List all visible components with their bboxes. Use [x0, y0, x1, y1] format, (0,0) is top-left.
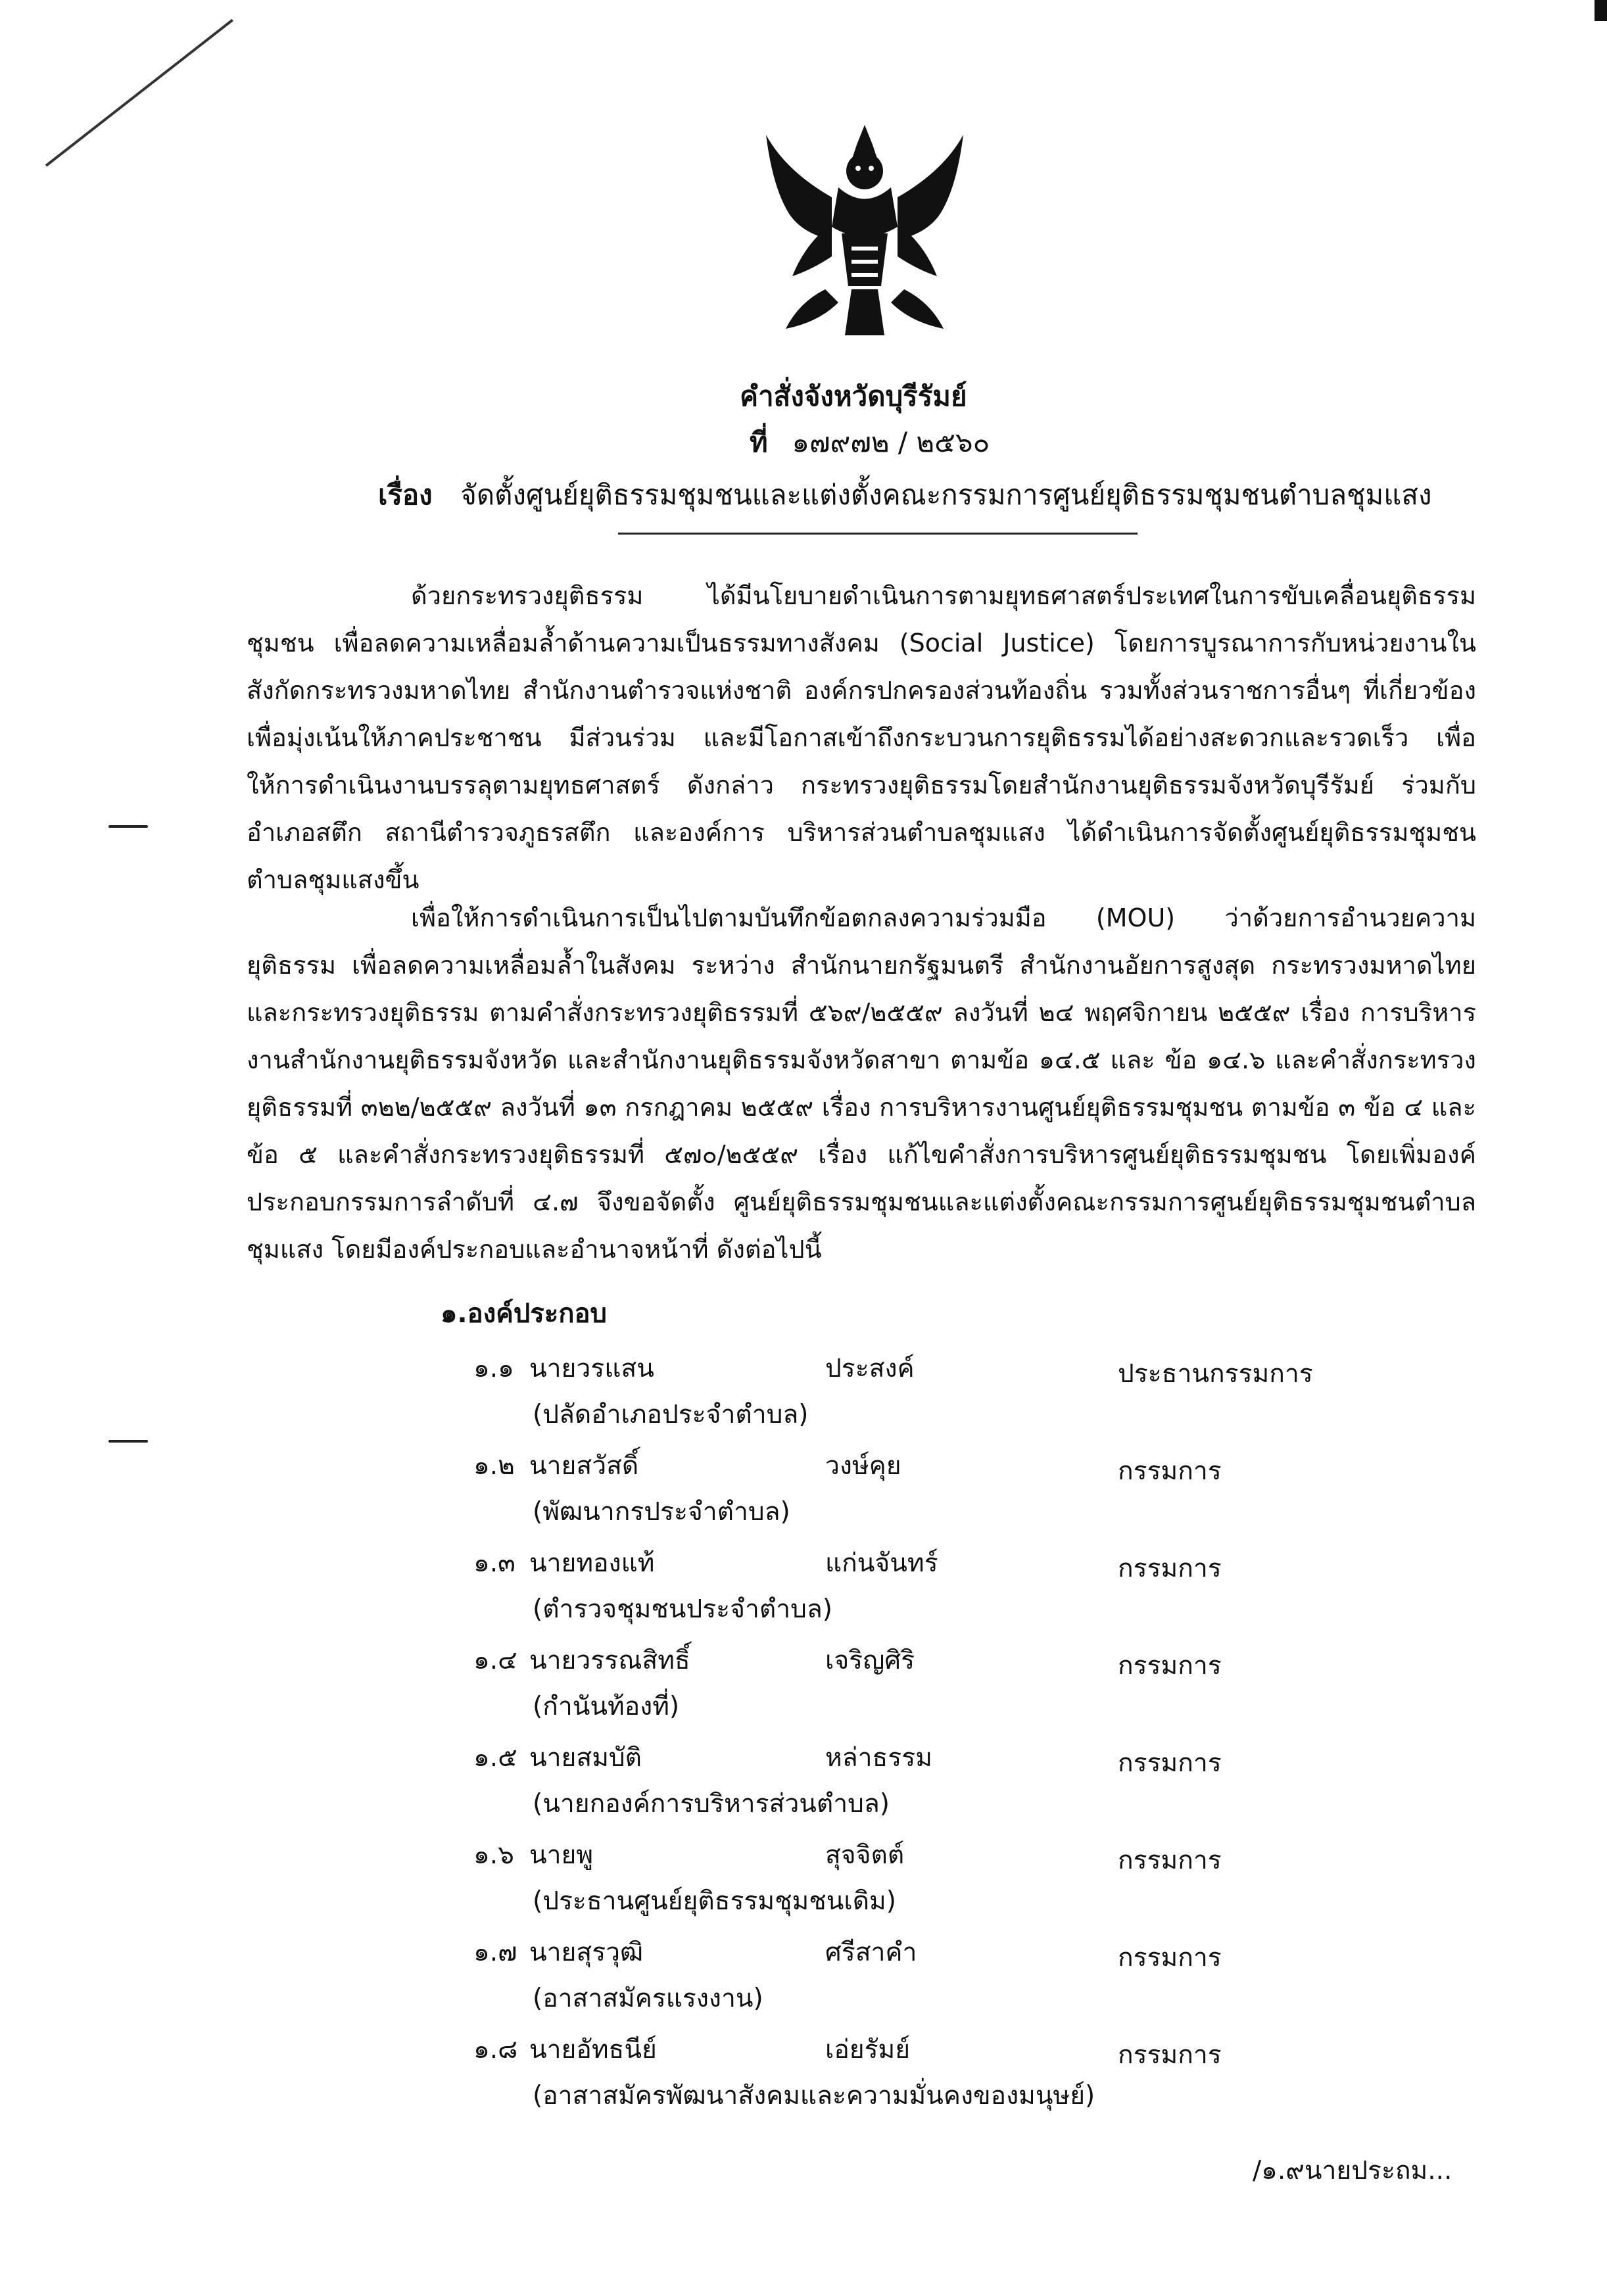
member-number: ๑.๘ [473, 2035, 518, 2065]
member-number: ๑.๖ [473, 1840, 514, 1870]
subject-text: จัดตั้งศูนย์ยุติธรรมชุมชนและแต่งตั้งคณะกรรมการศูนย์ยุติธรรมชุมชนตำบลชุมแสง [460, 479, 1432, 511]
member-last-name: วงษ์คุย [825, 1451, 901, 1481]
member-first-name: นายทองแท้ [529, 1548, 655, 1578]
member-last-name: เอ่ยรัมย์ [825, 2035, 911, 2065]
continuation-note: /๑.๙นายประถม... [1253, 2156, 1452, 2186]
subject-row [378, 473, 1431, 517]
paragraph-1: ด้วยกระทรวงยุติธรรม ได้มีนโยบายดำเนินการตามยุทธศาสตร์ประเทศในการขับเคลื่อนยุติธรรมชุมชน เพื่อลดความเหลื่อมล้ำด้านความเป็นธรรมทางสังคม (Social Justice) โดยการบูรณาการกับหน่วยงานในสังกัดกระทรวงมหาดไทย สำนักงานตำรวจแห่งชาติ องค์กรปกครองส่วนท้องถิ่น รวมทั้งส่วนราชการอื่นๆ ที่เกี่ยวข้อง เพื่อมุ่งเน้นให้ภาคประชาชน มีส่วนร่วม และมีโอกาสเข้าถึงกระบวนการยุติธรรมได้อย่างสะดวกและรวดเร็ว เพื่อให้การดำเนินงานบรรลุตามยุทธศาสตร์ ดังกล่าว กระทรวงยุติธรรมโดยสำนักงานยุติธรรมจังหวัดบุรีรัมย์ ร่วมกับอำเภอสตึก สถานีตำรวจภูธรสตึก และองค์การ บริหารส่วนตำบลชุมแสง ได้ดำเนินการจัดตั้งศูนย์ยุติธรรมชุมชนตำบลชุมแสงขึ้น [247, 581, 1476, 894]
member-last-name: ศรีสาคำ [825, 1938, 917, 1967]
member-first-name: นายวรแสน [529, 1354, 654, 1383]
member-row [473, 1543, 1427, 1635]
member-position: (อาสาสมัครแรงงาน) [533, 1984, 763, 2013]
scan-corner-mark [1595, 0, 1607, 21]
member-last-name: หล่าธรรม [825, 1743, 932, 1773]
member-last-name: ประสงค์ [825, 1354, 915, 1383]
member-first-name: นายสุรวุฒิ [529, 1938, 644, 1967]
member-role: กรรมการ [1118, 2040, 1222, 2070]
member-position: (ปลัดอำเภอประจำตำบล) [533, 1400, 809, 1429]
member-last-name: เจริญศิริ [825, 1646, 915, 1675]
member-number: ๑.๗ [473, 1938, 517, 1967]
member-first-name: นายพู [529, 1840, 594, 1870]
member-number: ๑.๓ [473, 1548, 516, 1578]
scan-tick-mark [108, 825, 148, 828]
member-row [473, 1445, 1427, 1537]
member-role: กรรมการ [1118, 1554, 1222, 1583]
member-row [473, 1932, 1427, 2024]
garuda-emblem-icon [759, 125, 970, 342]
member-first-name: นายสวัสดิ์ [529, 1451, 639, 1481]
member-position: (ประธานศูนย์ยุติธรรมชุมชนเดิม) [533, 1886, 896, 1916]
member-position: (นายกองค์การบริหารส่วนตำบล) [533, 1789, 890, 1819]
member-number: ๑.๑ [473, 1354, 514, 1383]
member-number: ๑.๕ [473, 1743, 517, 1773]
member-row [473, 1348, 1427, 1440]
member-row [473, 1834, 1427, 1926]
member-role: กรรมการ [1118, 1943, 1222, 1973]
member-role: ประธานกรรมการ [1118, 1359, 1313, 1389]
member-position: (ตำรวจชุมชนประจำตำบล) [533, 1594, 832, 1624]
member-position: (พัฒนากรประจำตำบล) [533, 1497, 790, 1527]
member-first-name: นายอัทธนีย์ [529, 2035, 657, 2065]
member-role: กรรมการ [1118, 1846, 1222, 1875]
number-prefix: ที่ [750, 426, 768, 458]
member-role: กรรมการ [1118, 1456, 1222, 1486]
member-last-name: แก่นจันทร์ [825, 1548, 938, 1578]
member-role: กรรมการ [1118, 1651, 1222, 1681]
member-first-name: นายสมบัติ [529, 1743, 642, 1773]
document-title: คำสั่งจังหวัดบุรีรัมย์ [740, 380, 967, 412]
document-number: ๑๗๙๗๒ / ๒๕๖๐ [792, 426, 990, 458]
member-position: (กำนันท้องที่) [533, 1692, 680, 1721]
member-role: กรรมการ [1118, 1748, 1222, 1778]
header-divider [618, 533, 1138, 535]
member-row [473, 1737, 1427, 1829]
member-row [473, 2029, 1427, 2121]
member-last-name: สุจจิตต์ [825, 1840, 905, 1870]
member-row [473, 1640, 1427, 1732]
member-position: (อาสาสมัครพัฒนาสังคมและความมั่นคงของมนุษย์) [533, 2081, 1095, 2111]
member-number: ๑.๔ [473, 1646, 517, 1675]
paragraph-2: เพื่อให้การดำเนินการเป็นไปตามบันทึกข้อตกลงความร่วมมือ (MOU) ว่าด้วยการอำนวยความยุติธรรม เพื่อลดความเหลื่อมล้ำในสังคม ระหว่าง สำนักนายกรัฐมนตรี สำนักงานอัยการสูงสุด กระทรวงมหาดไทย และกระทรวงยุติธรรม ตามคำสั่งกระทรวงยุติธรรมที่ ๕๖๙/๒๕๕๙ ลงวันที่ ๒๔ พฤศจิกายน ๒๕๕๙ เรื่อง การบริหารงานสำนักงานยุติธรรมจังหวัด และสำนักงานยุติธรรมจังหวัดสาขา ตามข้อ ๑๔.๕ และ ข้อ ๑๔.๖ และคำสั่งกระทรวงยุติธรรมที่ ๓๒๒/๒๕๕๙ ลงวันที่ ๑๓ กรกฎาคม ๒๕๕๙ เรื่อง การบริหารงานศูนย์ยุติธรรมชุมชน ตามข้อ ๓ ข้อ ๔ และ ข้อ ๕ และคำสั่งกระทรวงยุติธรรมที่ ๕๗๐/๒๕๕๙ เรื่อง แก้ไขคำสั่งการบริหารศูนย์ยุติธรรมชุมชน โดยเพิ่มองค์ประกอบกรรมการลำดับที่ ๔.๗ จึงขอจัดตั้ง ศูนย์ยุติธรรมชุมชนและแต่งตั้งคณะกรรมการศูนย์ยุติธรรมชุมชนตำบลชุมแสง โดยมีองค์ประกอบและอำนาจหน้าที่ ดังต่อไปนี้ [247, 903, 1476, 1264]
subject-label: เรื่อง [378, 479, 433, 511]
document-number-row [750, 421, 990, 464]
member-number: ๑.๒ [473, 1451, 515, 1481]
scan-streak [45, 19, 233, 167]
member-first-name: นายวรรณสิทธิ์ [529, 1646, 690, 1675]
scan-tick-mark [108, 1440, 148, 1443]
section-1-title: ๑.องค์ประกอบ [441, 1299, 607, 1329]
